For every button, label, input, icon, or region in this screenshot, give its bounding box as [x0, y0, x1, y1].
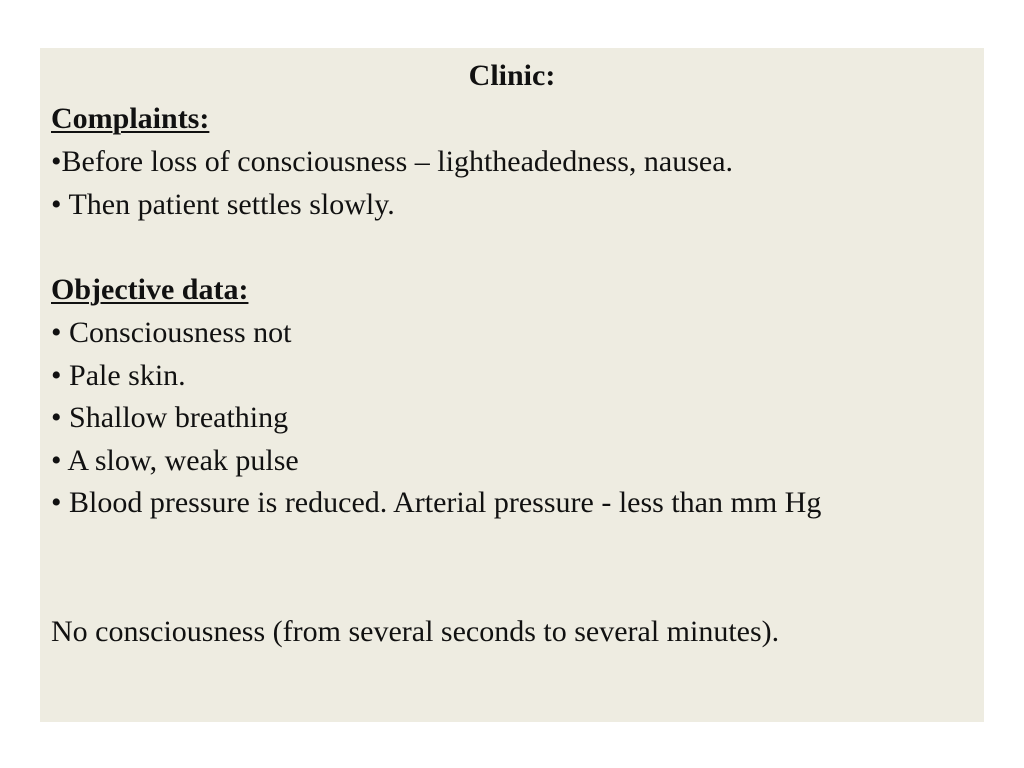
complaints-heading: Complaints: [51, 102, 210, 135]
objective-item: • Blood pressure is reduced. Arterial pressure - less than mm Hg [51, 486, 822, 519]
slide-panel [40, 48, 984, 722]
objective-item: • Pale skin. [51, 359, 186, 392]
objective-item: • Shallow breathing [51, 401, 289, 434]
objective-heading: Objective data: [51, 273, 249, 306]
objective-item: • Consciousness not [51, 316, 292, 349]
complaint-item: •Before loss of consciousness – lightheadedness, nausea. [51, 145, 734, 178]
slide-title: Clinic: [468, 59, 556, 92]
footer-text: No consciousness (from several seconds to several minutes). [51, 615, 780, 648]
complaint-item: • Then patient settles slowly. [51, 188, 395, 221]
objective-item: • A slow, weak pulse [51, 444, 299, 477]
